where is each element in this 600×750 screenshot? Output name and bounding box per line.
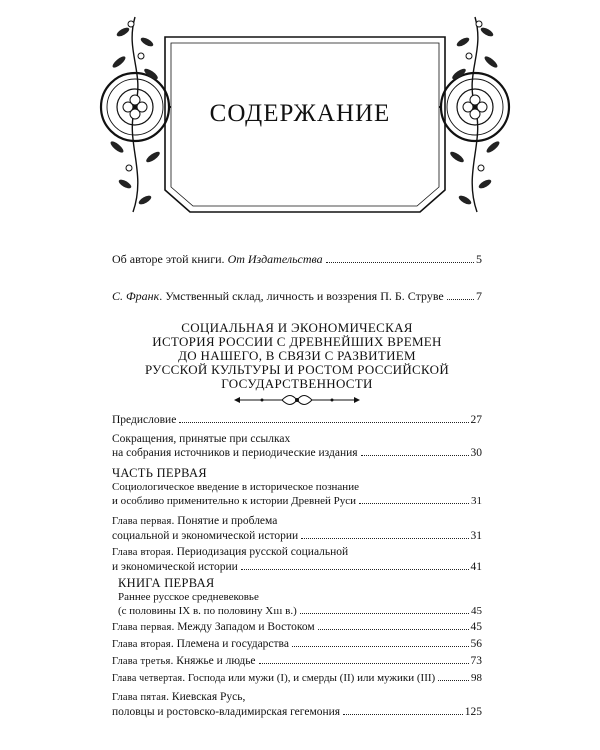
toc-entry-chapter-b5[interactable]: Глава пятая. Киевская Русь, половцы и ростовско-владимирская гегемония 125 (112, 691, 482, 718)
toc-entry-chapter-1[interactable]: Глава первая. Понятие и проблема социальной и экономической истории 31 (112, 515, 482, 542)
ornamental-divider (232, 393, 362, 407)
part-heading-line: РУССКОЙ КУЛЬТУРЫ И РОСТОМ РОССИЙСКОЙ (144, 362, 450, 377)
part-heading-line: СОЦИАЛЬНАЯ И ЭКОНОМИЧЕСКАЯ (181, 320, 413, 335)
toc-entry-chapter-b4[interactable]: Глава четвертая. Господа или мужи (I), и смерды (II) или мужики (III) 98 (112, 672, 482, 684)
entry-text: Об авторе этой книги. От Издательства (112, 252, 323, 266)
part-heading (112, 321, 482, 391)
part-heading-line: ДО НАШЕГО, В СВЯЗИ С РАЗВИТИЕМ (178, 348, 416, 363)
page-title: СОДЕРЖАНИЕ (209, 100, 391, 127)
toc-entry-chapter-b2[interactable]: Глава вторая. Племена и государства 56 (112, 638, 482, 650)
page-number: 7 (476, 289, 482, 303)
toc-entry-preface[interactable]: Предисловие 27 (112, 414, 482, 426)
toc-entry-chapter-b3[interactable]: Глава третья. Княжье и людье 73 (112, 655, 482, 667)
toc-entry-part-one[interactable]: ЧАСТЬ ПЕРВАЯ Социологическое введение в историческое познание и особливо применительно к истории Древней Руси 31 (112, 466, 482, 507)
toc-entry-chapter-b1[interactable]: Глава первая. Между Западом и Востоком 45 (112, 621, 482, 633)
toc-entry-book-one[interactable]: КНИГА ПЕРВАЯ Раннее русское средневековье (с половины IX в. по половину Xııı в.) 45 (118, 576, 482, 617)
part-one-heading: ЧАСТЬ ПЕРВАЯ (112, 466, 207, 480)
toc-entry-frank[interactable] (112, 289, 482, 304)
part-heading-line: ИСТОРИЯ РОССИИ С ДРЕВНЕЙШИХ ВРЕМЕН (152, 334, 442, 349)
part-heading-line: ГОСУДАРСТВЕННОСТИ (221, 376, 373, 391)
toc-entry-chapter-2[interactable]: Глава вторая. Периодизация русской социальной и экономической истории 41 (112, 546, 482, 573)
dot-leader (447, 299, 474, 300)
dot-leader (326, 262, 474, 263)
toc-entry-abbreviations[interactable]: Сокращения, принятые при ссылках на собрания источников и периодические издания 30 (112, 433, 482, 459)
toc-entry-about-author[interactable] (112, 252, 482, 267)
book-one-heading: КНИГА ПЕРВАЯ (118, 576, 215, 590)
entry-text: С. Франк. Умственный склад, личность и воззрения П. Б. Струве (112, 289, 444, 303)
intro-entries (112, 252, 482, 304)
page-number: 5 (476, 252, 482, 266)
